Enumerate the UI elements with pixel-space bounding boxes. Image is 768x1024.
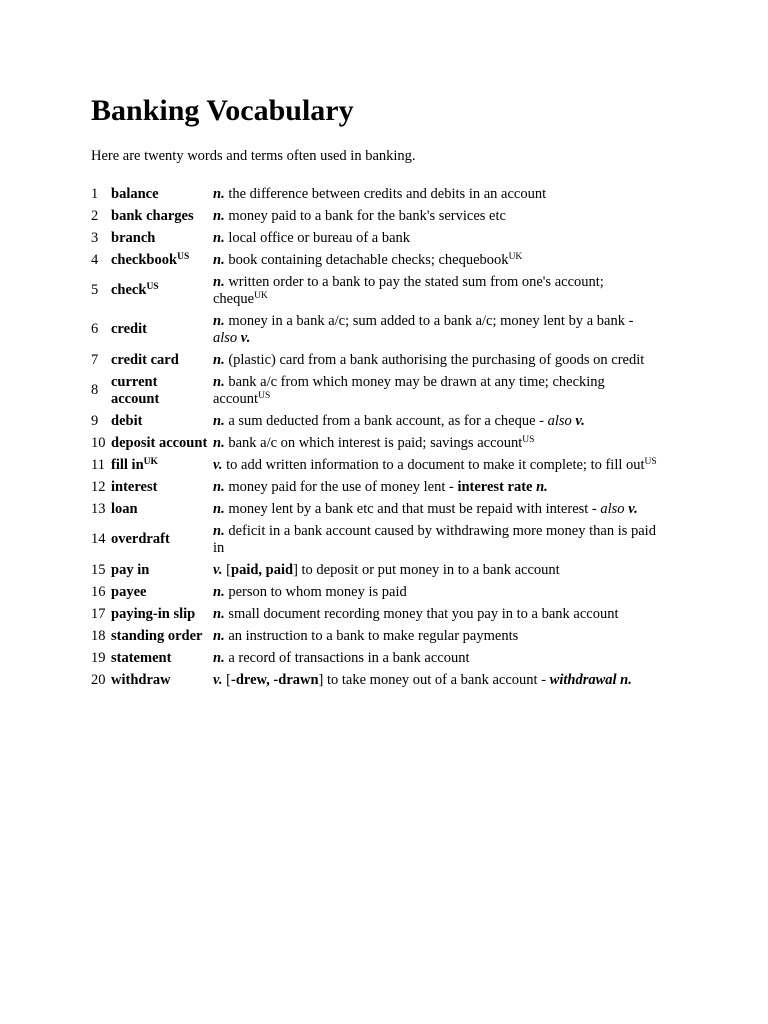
definition-text: a record of transactions in a bank account: [224, 649, 470, 666]
page-title: Banking Vocabulary: [91, 94, 354, 127]
vocabulary-table: [89, 183, 663, 691]
term-text: paying-in slip: [111, 605, 196, 622]
term-text: payee: [111, 583, 147, 600]
vocab-row: [89, 205, 663, 227]
term-region-marker: UK: [143, 456, 158, 467]
term-text: balance: [111, 185, 159, 202]
entry-number: 8: [91, 382, 99, 398]
term-text: credit card: [111, 351, 179, 368]
entry-number: 3: [91, 229, 99, 246]
entry-term: [109, 227, 211, 249]
entry-term: [109, 371, 211, 410]
vocab-row: [89, 520, 663, 559]
entry-definition: [211, 227, 663, 249]
vocab-row: [89, 669, 663, 691]
entry-definition: [211, 476, 663, 498]
entry-number: 20: [91, 671, 106, 688]
vocab-row: [89, 454, 663, 476]
definition-text: ] to take money out of a bank account -: [318, 671, 550, 688]
part-of-speech: n.: [213, 522, 225, 539]
entry-definition: [211, 371, 663, 410]
part-of-speech: n.: [213, 273, 225, 290]
entry-number: 2: [91, 207, 99, 224]
entry-number: 10: [91, 434, 106, 451]
part-of-speech: v.: [575, 412, 585, 429]
vocab-row: [89, 581, 663, 603]
definition-text: money in a bank a/c; sum added to a bank a/c; money lent by a bank -: [224, 312, 634, 329]
part-of-speech: n.: [213, 229, 225, 246]
intro-text: Here are twenty words and terms often used in banking.: [91, 148, 416, 164]
vocab-row: [89, 310, 663, 349]
definition-text: money paid for the use of money lent -: [224, 478, 458, 495]
definition-text: also: [600, 500, 625, 517]
definition-text: bank a/c on which interest is paid; savings account: [224, 434, 523, 451]
part-of-speech: n.: [213, 605, 225, 622]
term-text: checkbook: [111, 251, 178, 268]
entry-number: 6: [91, 321, 99, 337]
definition-text: (plastic) card from a bank authorising the purchasing of goods on credit: [224, 351, 645, 368]
term-text: loan: [111, 500, 138, 517]
part-of-speech: v.: [213, 671, 223, 688]
term-text: standing order: [111, 627, 203, 644]
part-of-speech: n.: [536, 478, 548, 495]
vocab-row: [89, 183, 663, 205]
entry-term: [109, 349, 211, 371]
entry-definition: [211, 249, 663, 271]
entry-number: 5: [91, 282, 99, 298]
entry-definition: [211, 498, 663, 520]
vocab-row: [89, 371, 663, 410]
term-region-marker: US: [146, 282, 159, 292]
entry-number: 11: [91, 456, 105, 473]
entry-term: [109, 454, 211, 476]
definition-text: to add written information to a document to make it complete; to fill out: [222, 456, 645, 473]
entry-term: [109, 183, 211, 205]
entry-term: [109, 559, 211, 581]
entry-term: [109, 603, 211, 625]
entry-number: 15: [91, 561, 106, 578]
part-of-speech: n.: [213, 351, 225, 368]
definition-text: small document recording money that you pay in to a bank account: [224, 605, 619, 622]
entry-term: [109, 205, 211, 227]
term-region-marker: US: [177, 251, 190, 262]
vocab-row: [89, 432, 663, 454]
entry-term: [109, 647, 211, 669]
entry-definition: [211, 271, 663, 310]
term-text: branch: [111, 229, 156, 246]
part-of-speech: v.: [240, 329, 251, 346]
definition-text: bank a/c from which money may be drawn at any time; checking account: [213, 373, 605, 407]
vocab-row: [89, 249, 663, 271]
entry-term: [109, 249, 211, 271]
definition-text: interest rate: [457, 478, 533, 495]
entry-definition: [211, 432, 663, 454]
part-of-speech: n.: [213, 500, 225, 517]
entry-term: [109, 271, 211, 310]
entry-number: 19: [91, 649, 106, 666]
term-text: statement: [111, 649, 172, 666]
entry-definition: [211, 349, 663, 371]
entry-number: 14: [91, 531, 106, 547]
part-of-speech: n.: [213, 373, 225, 390]
entry-term: [109, 432, 211, 454]
definition-text: book containing detachable checks; chequebook: [224, 251, 509, 268]
part-of-speech: n.: [213, 207, 225, 224]
definition-text: [: [222, 671, 231, 688]
part-of-speech: n.: [213, 412, 225, 429]
vocab-row: [89, 227, 663, 249]
definition-text: [: [222, 561, 231, 578]
part-of-speech: n.: [213, 251, 225, 268]
vocab-row: [89, 559, 663, 581]
term-text: current account: [111, 373, 160, 407]
vocabulary-table-body: [89, 183, 663, 691]
vocab-row: [89, 498, 663, 520]
definition-text: written order to a bank to pay the stated sum from one's account; cheque: [213, 273, 604, 307]
region-marker: US: [258, 390, 271, 401]
definition-text: the difference between credits and debits in an account: [224, 185, 547, 202]
part-of-speech: v.: [628, 500, 638, 517]
entry-definition: [211, 603, 663, 625]
region-marker: UK: [508, 251, 523, 262]
definition-text: also: [213, 329, 238, 346]
term-text: pay in: [111, 561, 150, 578]
entry-number: 18: [91, 627, 106, 644]
entry-term: [109, 476, 211, 498]
definition-text: also: [547, 412, 572, 429]
entry-number: 7: [91, 351, 99, 368]
term-text: fill in: [111, 456, 144, 473]
entry-number: 16: [91, 583, 106, 600]
entry-term: [109, 498, 211, 520]
entry-number: 13: [91, 500, 106, 517]
part-of-speech: n.: [213, 434, 225, 451]
term-text: debit: [111, 412, 143, 429]
part-of-speech: n.: [213, 649, 225, 666]
entry-term: [109, 625, 211, 647]
definition-text: an instruction to a bank to make regular payments: [224, 627, 519, 644]
part-of-speech: v.: [213, 561, 223, 578]
part-of-speech: n.: [213, 185, 225, 202]
part-of-speech: n.: [213, 627, 225, 644]
entry-term: [109, 520, 211, 559]
part-of-speech: n.: [213, 583, 225, 600]
entry-definition: [211, 647, 663, 669]
entry-definition: [211, 410, 663, 432]
term-text: bank charges: [111, 207, 194, 224]
definition-text: a sum deducted from a bank account, as for a cheque -: [224, 412, 548, 429]
definition-text: person to whom money is paid: [224, 583, 407, 600]
term-text: interest: [111, 478, 158, 495]
definition-text: ] to deposit or put money in to a bank account: [293, 561, 560, 578]
definition-text: deficit in a bank account caused by withdrawing more money than is paid in: [213, 522, 656, 556]
part-of-speech: withdrawal n.: [549, 671, 632, 688]
entry-term: [109, 310, 211, 349]
entry-number: 17: [91, 605, 106, 622]
vocab-row: [89, 349, 663, 371]
entry-definition: [211, 310, 663, 349]
entry-definition: [211, 454, 663, 476]
entry-number: 4: [91, 251, 99, 268]
entry-definition: [211, 669, 663, 691]
entry-definition: [211, 183, 663, 205]
entry-term: [109, 581, 211, 603]
definition-text: paid, paid: [231, 561, 294, 578]
definition-text: local office or bureau of a bank: [224, 229, 411, 246]
term-text: deposit account: [111, 434, 208, 451]
entry-definition: [211, 205, 663, 227]
vocab-row: [89, 603, 663, 625]
definition-text: -drew, -drawn: [231, 671, 319, 688]
vocab-row: [89, 410, 663, 432]
vocab-row: [89, 647, 663, 669]
entry-definition: [211, 520, 663, 559]
vocab-row: [89, 476, 663, 498]
region-marker: US: [522, 434, 535, 445]
entry-number: 9: [91, 412, 99, 429]
region-marker: UK: [254, 290, 268, 301]
vocab-row: [89, 625, 663, 647]
vocab-row: [89, 271, 663, 310]
entry-definition: [211, 559, 663, 581]
definition-text: money lent by a bank etc and that must be repaid with interest -: [224, 500, 601, 517]
entry-term: [109, 669, 211, 691]
entry-term: [109, 410, 211, 432]
entry-number: 12: [91, 478, 106, 495]
part-of-speech: n.: [213, 312, 225, 329]
term-text: withdraw: [111, 671, 171, 688]
entry-definition: [211, 625, 663, 647]
definition-text: money paid to a bank for the bank's services etc: [224, 207, 506, 224]
entry-definition: [211, 581, 663, 603]
part-of-speech: v.: [213, 456, 223, 473]
term-text: overdraft: [111, 531, 170, 547]
region-marker: US: [644, 456, 657, 467]
term-text: credit: [111, 321, 147, 337]
entry-number: 1: [91, 185, 99, 202]
part-of-speech: n.: [213, 478, 225, 495]
term-text: check: [111, 282, 147, 298]
